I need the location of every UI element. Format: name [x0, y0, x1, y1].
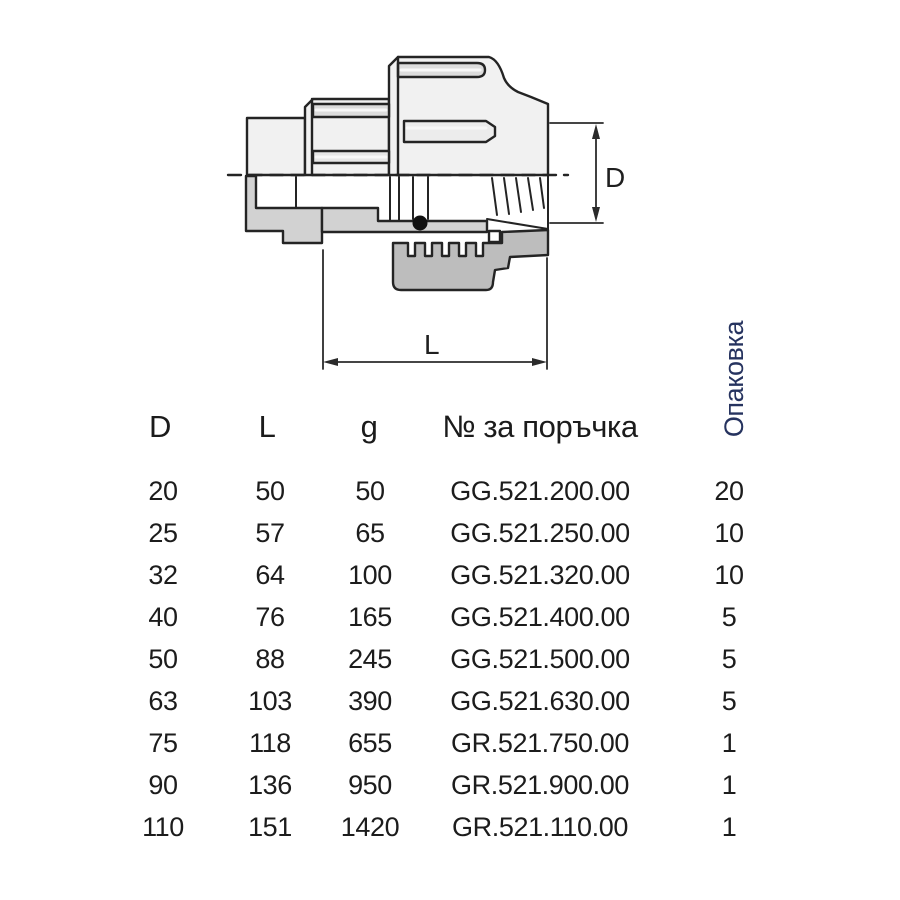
cell-l: 76	[255, 602, 285, 632]
table-body	[0, 470, 900, 848]
header-packaging: Опаковка	[719, 320, 749, 438]
o-ring-dot	[413, 216, 428, 231]
cell-order: GG.521.200.00	[450, 476, 630, 506]
cell-order: GG.521.250.00	[450, 518, 630, 548]
table-row	[0, 806, 900, 848]
cell-pack: 1	[721, 812, 737, 842]
cell-l: 88	[255, 644, 285, 674]
cell-g: 100	[348, 560, 392, 590]
cell-g: 50	[355, 476, 385, 506]
grip-cone-lines	[487, 175, 548, 230]
section-slot	[489, 231, 500, 242]
cell-g: 655	[348, 728, 392, 758]
table-row	[0, 680, 900, 722]
cell-g: 390	[348, 686, 392, 716]
cell-d: 90	[148, 770, 178, 800]
cell-l: 136	[248, 770, 292, 800]
cell-order: GR.521.110.00	[452, 812, 628, 842]
dimension-d	[550, 123, 603, 223]
cell-pack: 1	[721, 770, 737, 800]
cell-g: 165	[348, 602, 392, 632]
table-row	[0, 722, 900, 764]
pipe-left	[247, 118, 305, 175]
cell-pack: 5	[721, 686, 737, 716]
cell-order: GG.521.630.00	[450, 686, 630, 716]
header-l: L	[258, 409, 276, 444]
table-row	[0, 512, 900, 554]
cell-d: 110	[142, 812, 184, 842]
cell-pack: 20	[714, 476, 744, 506]
section-lower-half	[246, 176, 548, 290]
table-header-row	[0, 404, 900, 450]
cell-g: 65	[355, 518, 385, 548]
cell-g: 1420	[340, 812, 400, 842]
arrowhead-down	[592, 207, 600, 222]
header-g: g	[360, 409, 378, 444]
body-rib-tongue	[404, 121, 495, 142]
header-order-number: № за поръчка	[442, 409, 638, 444]
dimension-d-label: D	[605, 162, 626, 193]
body-wall-section	[322, 208, 487, 232]
table-row	[0, 764, 900, 806]
cell-l: 151	[248, 812, 292, 842]
cell-order: GR.521.750.00	[451, 728, 629, 758]
arrowhead-left	[323, 358, 338, 366]
table-row	[0, 638, 900, 680]
coupling-section-drawing	[0, 0, 900, 430]
cell-order: GG.521.400.00	[450, 602, 630, 632]
dimension-l-label: L	[424, 329, 440, 360]
cell-d: 50	[148, 644, 178, 674]
cell-pack: 1	[721, 728, 737, 758]
cell-d: 75	[148, 728, 178, 758]
cell-l: 50	[255, 476, 285, 506]
cell-pack: 5	[721, 644, 737, 674]
cell-d: 32	[148, 560, 178, 590]
table-row	[0, 554, 900, 596]
cell-l: 103	[248, 686, 292, 716]
nut-collar-section	[246, 176, 322, 243]
header-d: D	[149, 409, 171, 444]
cell-g: 245	[348, 644, 392, 674]
cell-d: 40	[148, 602, 178, 632]
cell-l: 118	[249, 728, 291, 758]
external-upper-half	[247, 57, 548, 175]
cell-d: 63	[148, 686, 178, 716]
cell-order: GR.521.900.00	[451, 770, 629, 800]
cell-pack: 10	[714, 518, 744, 548]
cell-d: 25	[148, 518, 178, 548]
cell-l: 57	[255, 518, 285, 548]
cell-g: 950	[348, 770, 392, 800]
arrowhead-right	[532, 358, 547, 366]
arrowhead-up	[592, 124, 600, 139]
cell-l: 64	[255, 560, 285, 590]
cell-pack: 5	[721, 602, 737, 632]
cell-order: GG.521.500.00	[450, 644, 630, 674]
table-row	[0, 596, 900, 638]
clamp-nut-section	[393, 230, 548, 290]
cell-pack: 10	[714, 560, 744, 590]
cell-d: 20	[148, 476, 178, 506]
table-row	[0, 470, 900, 512]
cell-order: GG.521.320.00	[450, 560, 630, 590]
